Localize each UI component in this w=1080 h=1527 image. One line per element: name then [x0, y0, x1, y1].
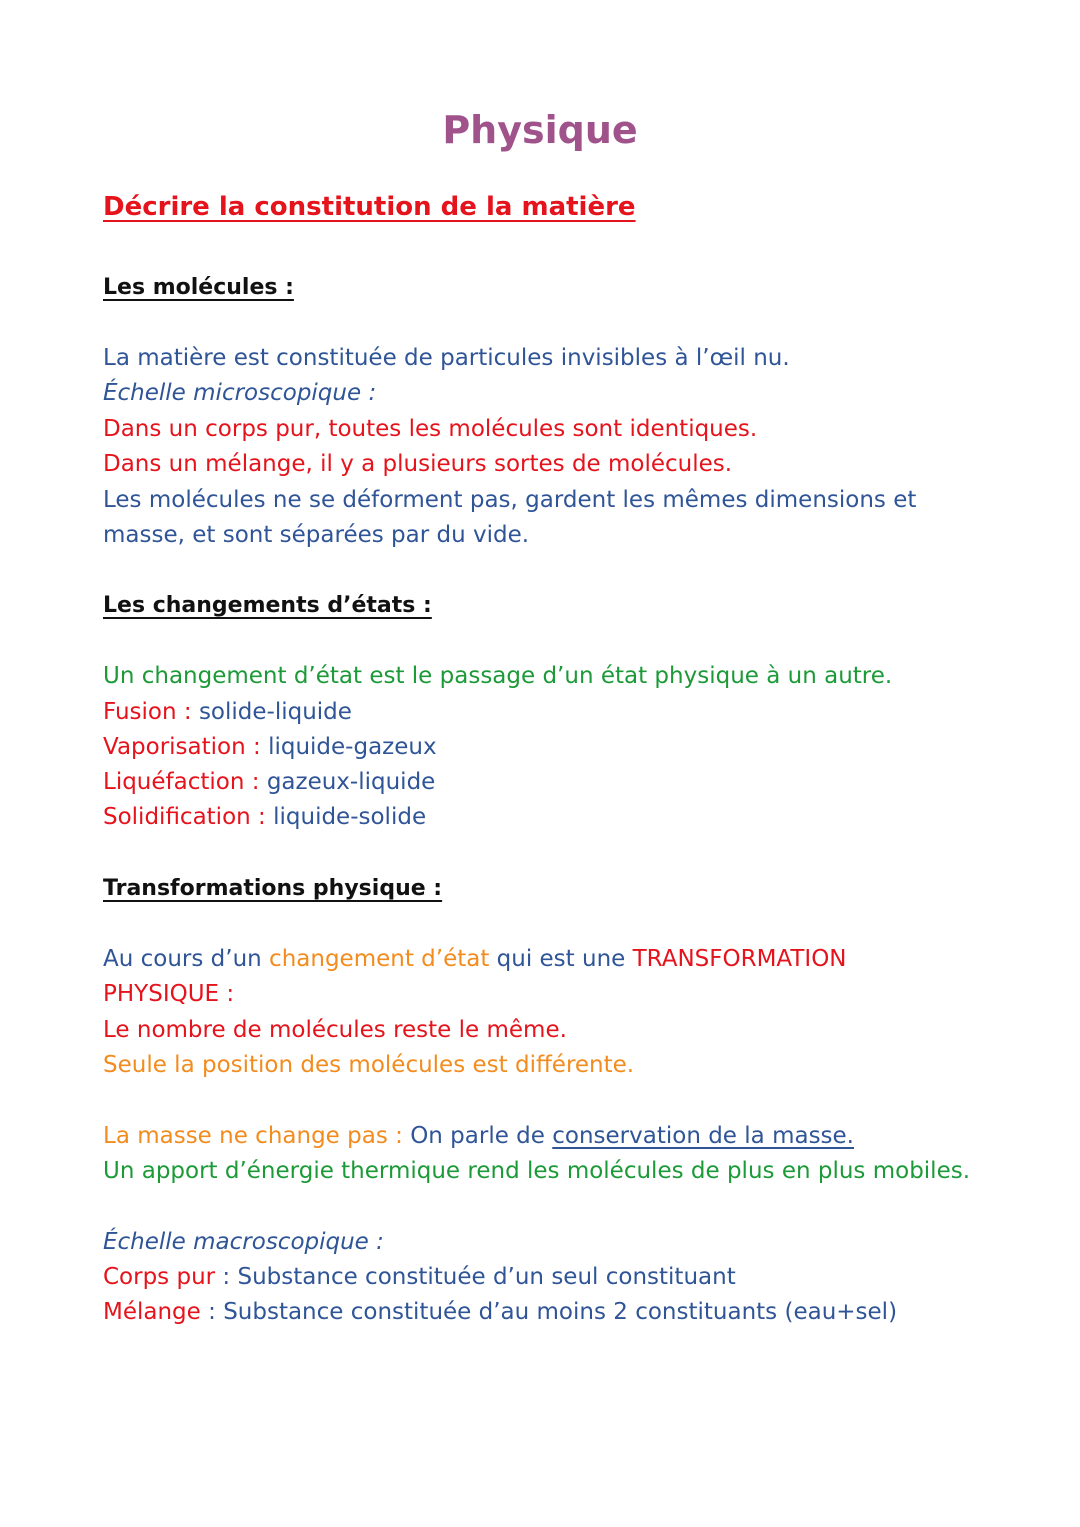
macro-heading: Échelle macroscopique :: [103, 1229, 384, 1255]
transformations-line-3: Le nombre de molécules reste le même.: [103, 1017, 567, 1043]
transformations-line-4: Seule la position des molécules est différente.: [103, 1052, 635, 1078]
transformations-line-6: Un apport d’énergie thermique rend les molécules de plus en plus mobiles.: [103, 1158, 971, 1184]
molecules-line-1: La matière est constituée de particules invisibles à l’œil nu.: [103, 345, 790, 371]
text-run: Au cours d’un: [103, 946, 270, 972]
macro-item: [103, 1299, 897, 1327]
change-term: Solidification: [103, 804, 251, 830]
molecules-line-6: masse, et sont séparées par du vide.: [103, 522, 530, 548]
transformations-line-5: [103, 1123, 854, 1151]
text-run: TRANSFORMATION: [632, 946, 847, 972]
molecules-line-5: Les molécules ne se déforment pas, gardent les mêmes dimensions et: [103, 487, 917, 513]
change-term: Fusion: [103, 699, 177, 725]
main-heading: Décrire la constitution de la matière: [103, 192, 636, 222]
molecules-line-2: Échelle microscopique :: [103, 380, 377, 406]
section-heading-transformations: Transformations physique :: [103, 876, 443, 901]
molecules-line-4: Dans un mélange, il y a plusieurs sortes de molécules.: [103, 451, 733, 477]
change-item: [103, 734, 437, 762]
change-desc: gazeux-liquide: [266, 769, 436, 795]
changements-intro: Un changement d’état est le passage d’un état physique à un autre.: [103, 663, 893, 689]
page-title: Physique: [442, 108, 638, 152]
change-item: [103, 769, 435, 797]
macro-desc: Substance constituée d’au moins 2 constituants (eau+sel): [223, 1299, 898, 1325]
macro-item: [103, 1264, 736, 1292]
change-desc: solide-liquide: [198, 699, 352, 725]
change-sep: :: [250, 804, 274, 830]
change-term: Vaporisation: [103, 734, 246, 760]
text-run: qui est une: [489, 946, 633, 972]
change-item: [103, 804, 426, 832]
macro-sep: :: [200, 1299, 224, 1325]
text-run: On parle de: [410, 1123, 553, 1149]
macro-term: Corps pur: [103, 1264, 216, 1290]
change-sep: :: [176, 699, 199, 725]
molecules-line-3: Dans un corps pur, toutes les molécules sont identiques.: [103, 416, 758, 442]
change-desc: liquide-gazeux: [268, 734, 437, 760]
change-sep: :: [245, 734, 269, 760]
macro-term: Mélange: [103, 1299, 201, 1325]
conservation-link[interactable]: conservation de la masse.: [552, 1123, 854, 1149]
change-term: Liquéfaction: [103, 769, 245, 795]
transformations-line-2: PHYSIQUE :: [103, 981, 235, 1007]
transformations-line-1: [103, 946, 847, 974]
section-heading-molecules: Les molécules :: [103, 275, 294, 300]
macro-desc: Substance constituée d’un seul constituant: [237, 1264, 736, 1290]
macro-sep: :: [215, 1264, 238, 1290]
text-run: changement d’état: [269, 946, 490, 972]
section-heading-changements: Les changements d’états :: [103, 593, 432, 618]
change-item: [103, 699, 352, 727]
change-desc: liquide-solide: [273, 804, 427, 830]
text-run: La masse ne change pas :: [103, 1123, 411, 1149]
change-sep: :: [244, 769, 267, 795]
